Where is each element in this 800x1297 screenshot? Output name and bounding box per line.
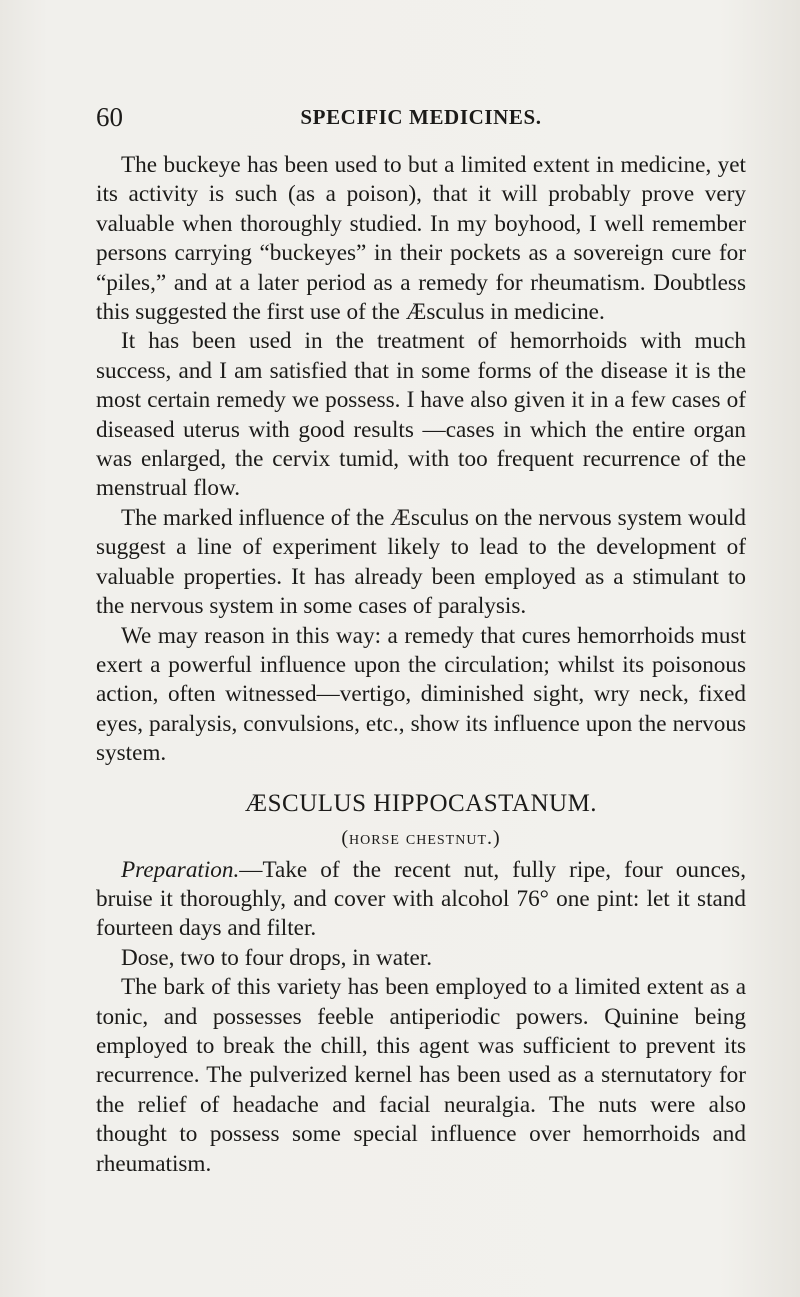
paragraph-buckeye-intro: The buckeye has been used to but a limited extent in medicine, yet its activity is such (as a poison), that it will probably prove very valuable when thoroughly studied. In my boyhood, I well remember persons carrying “buckeyes” in their pockets as a sovereign cure for “piles,” and at a later period as a remedy for rheumatism. Doubtless this suggested the first use of the Æsculus in medicine. <box>96 152 746 326</box>
page-header <box>96 101 746 133</box>
section-subtitle: (horse chestnut.) <box>341 826 501 849</box>
paragraph-dose: Dose, two to four drops, in water. <box>121 944 433 971</box>
page-body <box>96 151 746 1179</box>
section-title: ÆSCULUS HIPPOCASTANUM. <box>244 789 598 817</box>
paragraph-preparation <box>96 856 746 944</box>
preparation-text: —Take of the recent nut, fully ripe, four ounces, bruise it thoroughly, and cover with alcohol 76° one pint: let it stand fourteen days and filter. <box>96 856 746 942</box>
page-number: 60 <box>96 102 123 132</box>
paragraph-reasoning: We may reason in this way: a remedy that cures hemorrhoids must exert a powerful influence upon the circulation; whilst its poisonous action, often witnessed—vertigo, diminished sight, wry neck, fixed eyes, paralysis, convulsions, etc., show its influence upon the nervous system. <box>96 622 746 767</box>
paragraph-nervous-system: The marked influence of the Æsculus on the nervous system would suggest a line of experiment likely to lead to the development of valuable properties. It has already been employed as a stimulant to the nervous system in some cases of paralysis. <box>96 504 746 620</box>
running-head: SPECIFIC MEDICINES. <box>300 105 542 129</box>
paragraph-bark: The bark of this variety has been employed to a limited extent as a tonic, and possesses feeble antiperiodic powers. Quinine being employed to break the chill, this agent was sufficient to prevent its recurrence. The pulverized kernel has been used as a sternutatory for the relief of headache and facial neuralgia. The nuts were also thought to possess some special influence over hemorrhoids and rheumatism. <box>96 974 746 1177</box>
preparation-label: Preparation. <box>121 856 240 883</box>
paragraph-hemorrhoids: It has been used in the treatment of hemorrhoids with much success, and I am satisfied that in some forms of the disease it is the most certain remedy we possess. I have also given it in a few cases of diseased uterus with good results —cases in which the entire organ was enlarged, the cervix tumid, with too frequent recurrence of the menstrual flow. <box>96 328 746 502</box>
